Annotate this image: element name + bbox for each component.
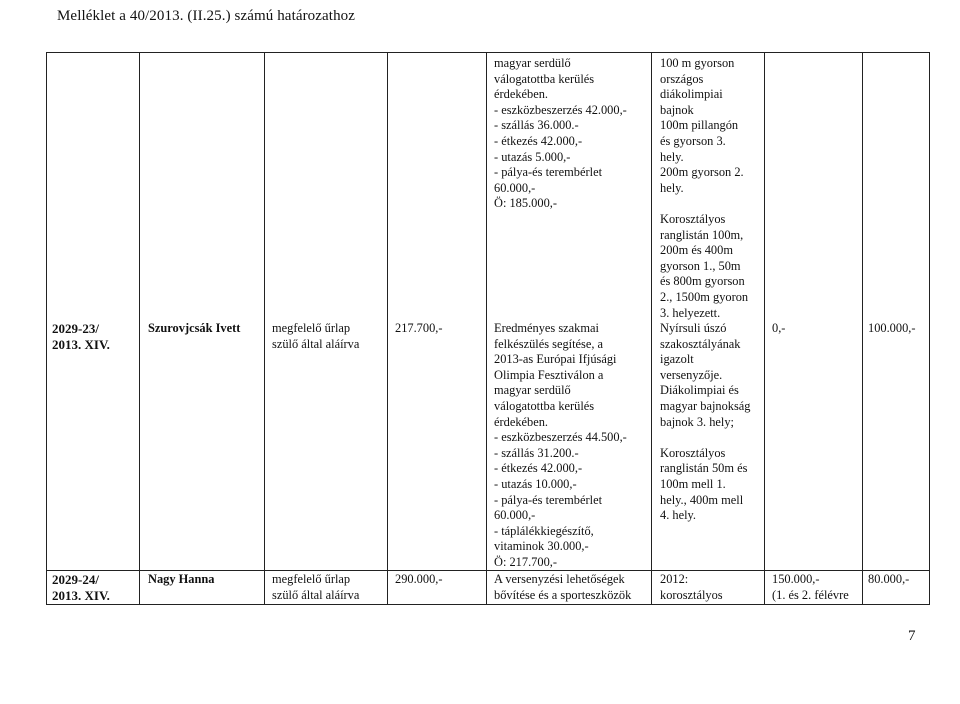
cell-amount-2: 150.000,- (1. és 2. félévre [772, 572, 849, 602]
table-border-bottom [46, 604, 930, 605]
cell-purpose: A versenyzési lehetőségek bővítése és a sporteszközök [494, 572, 632, 602]
cell-name: Szurovjcsák Ivett [148, 321, 241, 335]
cell-purpose: Eredményes szakmai felkészülés segítése, a 2013-as Európai Ifjúsági Olimpia Fesztiválon a magyar serdülő válogatottba kerülés érdekében. - eszközbeszerzés 44.500,- - szállás 31.200.- - étkezés 42.000,- - utazás 10.000,- - pálya-és terembérlet 60.000,- - táplálékkiegészítő, vitaminok 30.000,- Ö: 217.700,- [494, 321, 627, 569]
cell-id: 2029-23/ 2013. XIV. [52, 321, 110, 352]
cell-amount-3: 80.000,- [868, 572, 910, 586]
cell-purpose: magyar serdülő válogatottba kerülés érdekében. - eszközbeszerzés 42.000,- - szállás 36.000.- - étkezés 42.000,- - utazás 5.000,- - pálya-és terembérlet 60.000,- Ö: 185.000,- [494, 56, 627, 211]
cell-amount: 217.700,- [395, 321, 443, 335]
cell-amount-3: 100.000,- [868, 321, 916, 335]
cell-results: 100 m gyorson országos diákolimpiai bajnok 100m pillangón és gyorson 3. hely. 200m gyorson 2. hely. Korosztályos ranglistán 100m, 200m és 400m gyorson 1., 50m és 800m gyorson 2., 1500m gyoron 3. helyezett. [660, 56, 749, 320]
row-divider [46, 570, 930, 571]
col-divider [46, 52, 47, 605]
cell-name: Nagy Hanna [148, 572, 215, 586]
cell-form: megfelelő űrlap szülő által aláírva [272, 321, 360, 351]
cell-form: megfelelő űrlap szülő által aláírva [272, 572, 360, 602]
table-border-top [46, 52, 930, 53]
page-number: 7 [908, 628, 916, 644]
cell-results: Nyírsuli úszó szakosztályának igazolt versenyzője. Diákolimpiai és magyar bajnokság bajnok 3. hely; Korosztályos ranglistán 50m és 100m mell 1. hely., 400m mell 4. hely. [660, 321, 751, 523]
col-divider [862, 52, 863, 605]
cell-amount-2: 0,- [772, 321, 786, 335]
col-divider [764, 52, 765, 605]
col-divider [651, 52, 652, 605]
cell-id: 2029-24/ 2013. XIV. [52, 572, 110, 603]
document-header: Melléklet a 40/2013. (II.25.) számú határozathoz [57, 8, 356, 24]
cell-amount: 290.000,- [395, 572, 443, 586]
cell-results: 2012: korosztályos [660, 572, 723, 602]
